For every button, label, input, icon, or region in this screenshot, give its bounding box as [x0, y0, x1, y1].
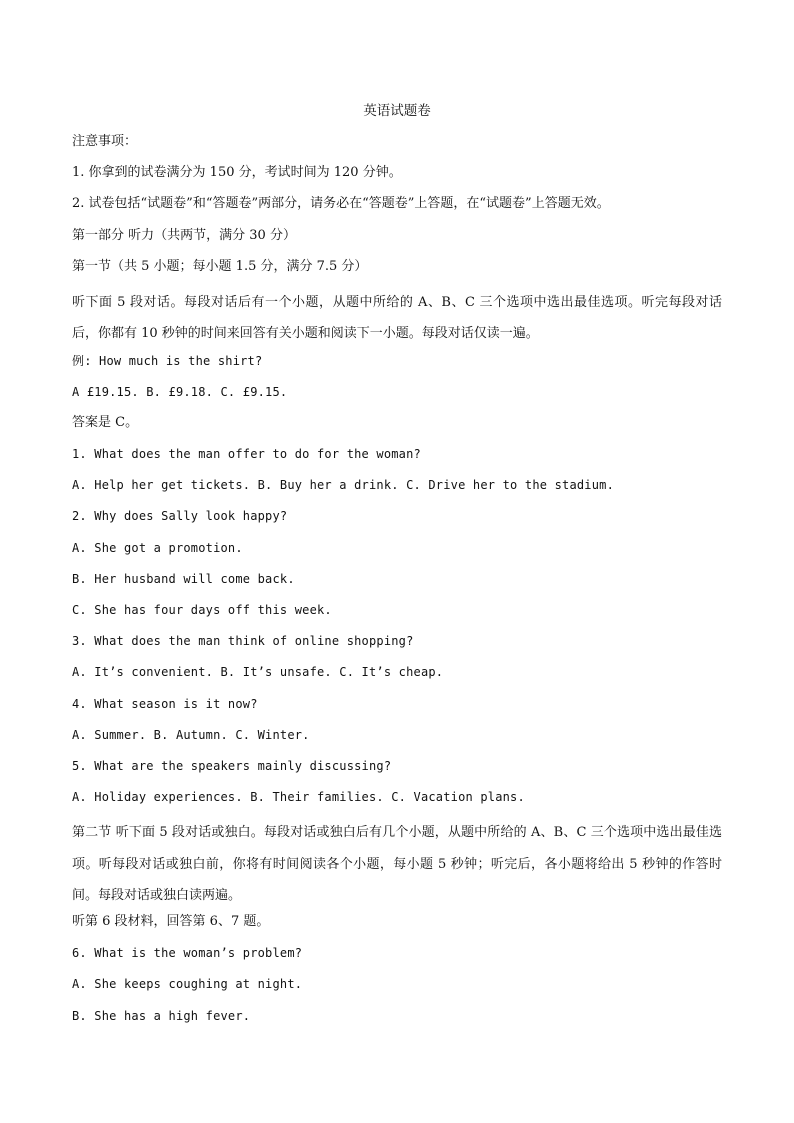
question-2-option-c: C. She has four days off this week.	[72, 603, 332, 618]
example-answer: 答案是 C。	[72, 414, 139, 430]
material-6-heading: 听第 6 段材料，回答第 6、7 题。	[72, 913, 270, 929]
exam-page	[72, 100, 722, 1036]
question-6: 6. What is the woman’s problem?	[72, 946, 303, 961]
notice-item-1: 1. 你拿到的试卷满分为 150 分，考试时间为 120 分钟。	[72, 165, 402, 181]
question-1: 1. What does the man offer to do for the woman?	[72, 447, 421, 462]
question-5: 5. What are the speakers mainly discussing?	[72, 758, 392, 773]
question-2-option-a: A. She got a promotion.	[72, 540, 243, 555]
question-4-options: A. Summer. B. Autumn. C. Winter.	[72, 727, 310, 742]
part-one-heading: 第一部分 听力（共两节，满分 30 分）	[72, 227, 296, 243]
question-2: 2. Why does Sally look happy?	[72, 509, 288, 524]
question-2-option-b: B. Her husband will come back.	[72, 571, 295, 586]
section-two-instructions: 第二节 听下面 5 段对话或独白。每段对话或独白后有几个小题，从题中所给的 A、B、C 三个选项中选出最佳选项。听每段对话或独白前，你将有时间阅读各个小题，每小题 5 秒钟；听完后，各小题将给出 5 秒钟的作答时间。每段对话或独白读两遍。	[72, 825, 722, 903]
question-3: 3. What does the man think of online shopping?	[72, 634, 414, 649]
section-one-instructions: 听下面 5 段对话。每段对话后有一个小题，从题中所给的 A、B、C 三个选项中选出最佳选项。听完每段对话后，你都有 10 秒钟的时间来回答有关小题和阅读下一小题。每段对话仅读一遍。	[72, 294, 722, 342]
question-6-option-a: A. She keeps coughing at night.	[72, 977, 303, 992]
notice-item-2: 2. 试卷包括“试题卷”和“答题卷”两部分，请务必在“答题卷”上答题，在“试题卷”上答题无效。	[72, 196, 610, 212]
example-options: A £19.15. B. £9.18. C. £9.15.	[72, 384, 288, 399]
question-5-options: A. Holiday experiences. B. Their families. C. Vacation plans.	[72, 790, 525, 805]
question-1-options: A. Help her get tickets. B. Buy her a drink. C. Drive her to the stadium.	[72, 478, 614, 493]
notice-heading: 注意事项：	[72, 134, 138, 149]
question-3-options: A. It’s convenient. B. It’s unsafe. C. It’s cheap.	[72, 665, 444, 680]
section-one-heading: 第一节（共 5 小题；每小题 1.5 分，满分 7.5 分）	[72, 258, 368, 274]
example-question: 例: How much is the shirt?	[72, 353, 263, 368]
page-title: 英语试题卷	[363, 103, 431, 119]
question-6-option-b: B. She has a high fever.	[72, 1008, 251, 1023]
question-4: 4. What season is it now?	[72, 696, 258, 711]
